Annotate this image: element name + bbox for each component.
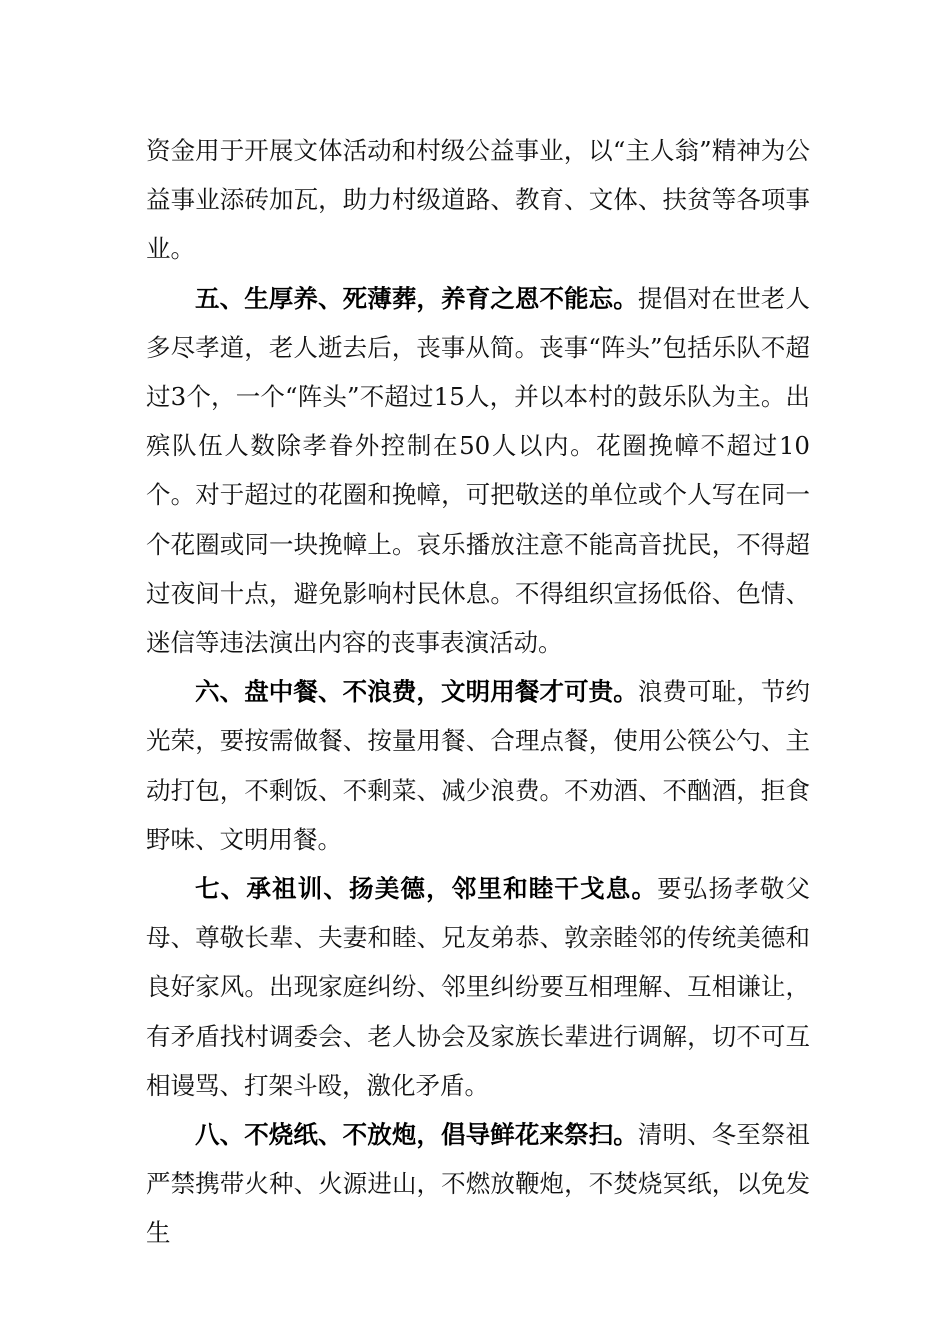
paragraph-item-eight	[146, 1110, 810, 1258]
paragraph-text: 资金用于开展文体活动和村级公益事业，以“主人翁”精神为公益事业添砖加瓦，助力村级道路、教育、文体、扶贫等各项事业。	[146, 136, 810, 264]
paragraph-text: 提倡对在世老人多尽孝道，老人逝去后，丧事从简。丧事“阵头”包括乐队不超过3个，一个“阵头”不超过15人，并以本村的鼓乐队为主。出殡队伍人数除孝眷外控制在50人以内。花圈挽幛不超过10个。对于超过的花圈和挽幛，可把敬送的单位或个人写在同一个花圈或同一块挽幛上。哀乐播放注意不能高音扰民，不得超过夜间十点，避免影响村民休息。不得组织宣扬低俗、色情、迷信等违法演出内容的丧事表演活动。	[146, 283, 810, 658]
paragraph-text: 清明、冬至祭祖严禁携带火种、火源进山，不燃放鞭炮，不焚烧冥纸，以免发生	[146, 1120, 810, 1248]
paragraph-continuation	[146, 126, 810, 274]
paragraph-text: 要弘扬孝敬父母、尊敬长辈、夫妻和睦、兄友弟恭、敦亲睦邻的传统美德和良好家风。出现家庭纠纷、邻里纠纷要互相理解、互相谦让，有矛盾找村调委会、老人协会及家族长辈进行调解，切不可互相谩骂、打架斗殴，激化矛盾。	[146, 874, 811, 1100]
paragraph-heading: 六、盘中餐、不浪费，文明用餐才可贵。	[195, 677, 638, 707]
paragraph-item-seven	[146, 864, 810, 1110]
document-body	[146, 126, 810, 1258]
paragraph-heading: 八、不烧纸、不放炮，倡导鲜花来祭扫。	[195, 1120, 638, 1150]
paragraph-text: 浪费可耻，节约光荣，要按需做餐、按量用餐、合理点餐，使用公筷公勺、主动打包，不剩饭、不剩菜、减少浪费。不劝酒、不酗酒，拒食野味、文明用餐。	[146, 677, 810, 854]
paragraph-item-six	[146, 667, 810, 864]
paragraph-heading: 七、承祖训、扬美德，邻里和睦干戈息。	[195, 874, 658, 904]
paragraph-item-five	[146, 274, 810, 668]
paragraph-heading: 五、生厚养、死薄葬，养育之恩不能忘。	[195, 283, 638, 313]
